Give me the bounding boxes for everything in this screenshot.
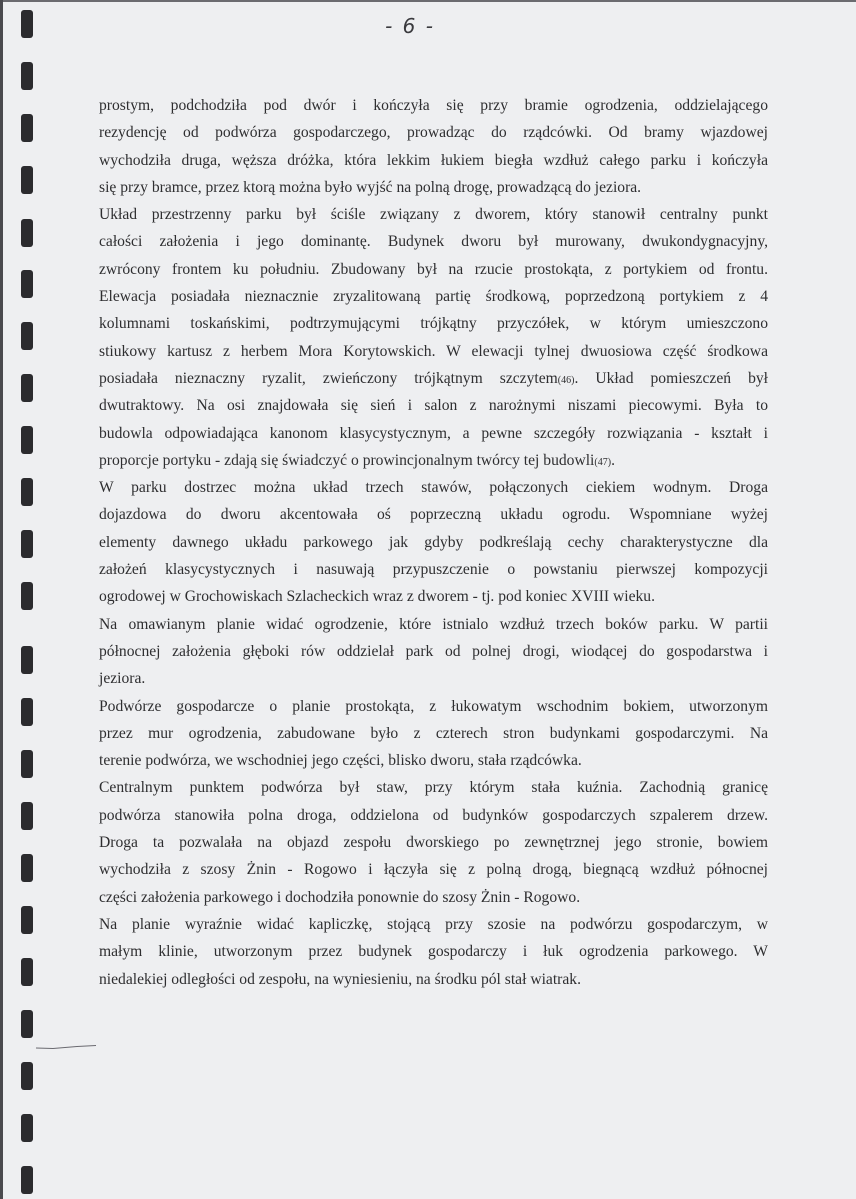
paragraph [99, 611, 768, 693]
punch-mark [21, 426, 33, 454]
paragraph [99, 911, 768, 993]
paragraph [99, 474, 768, 610]
punch-mark [21, 698, 33, 726]
text-line: jeziora. [99, 670, 146, 688]
text-line: budowla odpowiadająca kanonom klasycystycznym, a pewne szczegóły rozwiązania - kształt i [99, 424, 768, 442]
text-line: niedalekiej odległości od zespołu, na wyniesieniu, na środku pól stał wiatrak. [99, 970, 581, 988]
text-line [99, 365, 768, 392]
text-line: przez mur ogrodzenia, zabudowane było z czterech stron budynkami gospodarczymi. Na [99, 724, 768, 742]
text-line: Układ przestrzenny parku był ściśle związany z dworem, który stanowił centralny punkt [99, 206, 768, 224]
text-line: północnej założenia głęboki rów oddzielał park od polnej drogi, wiodącej do gospodarstwa i [99, 642, 768, 660]
punch-mark [21, 219, 33, 247]
punch-mark [21, 802, 33, 830]
text-line: terenie podwórza, we wschodniej jego części, blisko dworu, stała rządcówka. [99, 752, 582, 770]
punch-mark [21, 582, 33, 610]
punch-mark [21, 530, 33, 558]
paragraph [99, 201, 768, 474]
text-line: W parku dostrzec można układ trzech stawów, połączonych ciekiem wodnym. Droga [99, 479, 768, 497]
text-fragment: proporcje portyku - zdają się świadczyć o prowincjonalnym twórcy tej budowli [99, 451, 595, 469]
text-line: stiukowy kartusz z herbem Mora Korytowskich. W elewacji tylnej dwuosiowa część środkowa [99, 342, 768, 360]
text-line: prostym, podchodziła pod dwór i kończyła się przy bramie ogrodzenia, oddzielającego [99, 97, 768, 114]
text-fragment: . Układ pomieszczeń był [574, 369, 768, 387]
text-line: zwrócony frontem ku południu. Zbudowany był na rzucie prostokąta, z portykiem od frontu. [99, 260, 768, 278]
text-line: Podwórze gospodarcze o planie prostokąta, z łukowatym wschodnim bokiem, utworzonym [99, 697, 768, 715]
text-line: Elewacja posiadała nieznacznie zryzalitowaną partię środkową, poprzedzoną portykiem z 4 [99, 288, 768, 306]
text-line: Centralnym punktem podwórza był staw, przy którym stała kuźnia. Zachodnią granicę [99, 779, 768, 797]
punch-mark [21, 374, 33, 402]
paragraph [99, 693, 768, 775]
text-line [99, 447, 768, 474]
punch-mark [21, 854, 33, 882]
text-line: dwutraktowy. Na osi znajdowała się sień i salon z narożnymi niszami piecowymi. Była to [99, 397, 768, 415]
text-line: podwórza stanowiła polna droga, oddzielona od budynków gospodarczych szpalerem drzew. [99, 806, 768, 824]
punch-mark [21, 62, 33, 90]
punch-mark [21, 1010, 33, 1038]
text-fragment: . [611, 451, 615, 469]
text-line: kolumnami toskańskimi, podtrzymującymi trójkątny przyczółek, w którym umieszczono [99, 315, 768, 333]
text-line: Na omawianym planie widać ogrodzenie, które istnialo wzdłuż trzech boków parku. W partii [99, 615, 768, 633]
punch-mark [21, 322, 33, 350]
punch-mark [21, 646, 33, 674]
text-line: wychodziła z szosy Żnin - Rogowo i łączyła się z polną drogą, biegnącą wzdłuż północnej [99, 861, 768, 879]
scan-left-edge [0, 0, 3, 1199]
punch-mark [21, 478, 33, 506]
punch-mark [21, 750, 33, 778]
footnote-ref-46: (46) [557, 374, 575, 386]
pencil-margin-mark [35, 1044, 97, 1050]
punch-mark [21, 906, 33, 934]
text-line: rezydencję od podwórza gospodarczego, prowadząc do rządcówki. Od bramy wjazdowej [99, 124, 768, 142]
punch-mark [21, 270, 33, 298]
punch-mark [21, 1062, 33, 1090]
punch-mark [21, 166, 33, 194]
text-line: elementy dawnego układu parkowego jak gdyby podkreślają cechy charakterystyczne dla [99, 533, 768, 551]
punch-mark [21, 958, 33, 986]
text-line: małym klinie, utworzonym przez budynek gospodarczy i łuk ogrodzenia parkowego. W [99, 943, 768, 961]
text-line: Na planie wyraźnie widać kapliczkę, stojącą przy szosie na podwórzu gospodarczym, w [99, 915, 768, 933]
text-line: ogrodowej w Grochowiskach Szlacheckich wraz z dworem - tj. pod koniec XVIII wieku. [99, 588, 655, 606]
punch-mark [21, 1114, 33, 1142]
paragraph [99, 774, 768, 910]
text-line: wychodziła druga, węższa dróżka, która lekkim łukiem biegła wzdłuż całego parku i kończyła [99, 151, 768, 169]
document-body [99, 92, 768, 993]
paragraph [99, 92, 768, 201]
text-line: całości założenia i jego dominantę. Budynek dworu był murowany, dwukondygnacyjny, [99, 233, 768, 251]
punch-mark [21, 10, 33, 38]
punch-mark [21, 114, 33, 142]
text-line: się przy bramce, przez ktorą można było wyjść na polną drogę, prowadzącą do jeziora. [99, 178, 642, 196]
text-fragment: posiadała nieznaczny ryzalit, zwieńczony trójkątnym szczytem [99, 369, 558, 387]
text-line: dojazdowa do dworu akcentowała oś poprzeczną układu ogrodu. Wspomniane wyżej [99, 506, 768, 524]
punch-mark [21, 1166, 33, 1194]
scan-top-edge [0, 0, 856, 2]
text-line: założeń klasycystycznych i nasuwają przypuszczenie o powstaniu pierwszej kompozycji [99, 561, 768, 579]
page-number: - 6 - [385, 14, 435, 38]
text-line: części założenia parkowego i dochodziła ponownie do szosy Żnin - Rogowo. [99, 888, 581, 906]
footnote-ref-47: (47) [594, 456, 612, 468]
text-line: Droga ta pozwalała na objazd zespołu dworskiego po zewnętrznej jego stronie, bowiem [99, 834, 768, 852]
